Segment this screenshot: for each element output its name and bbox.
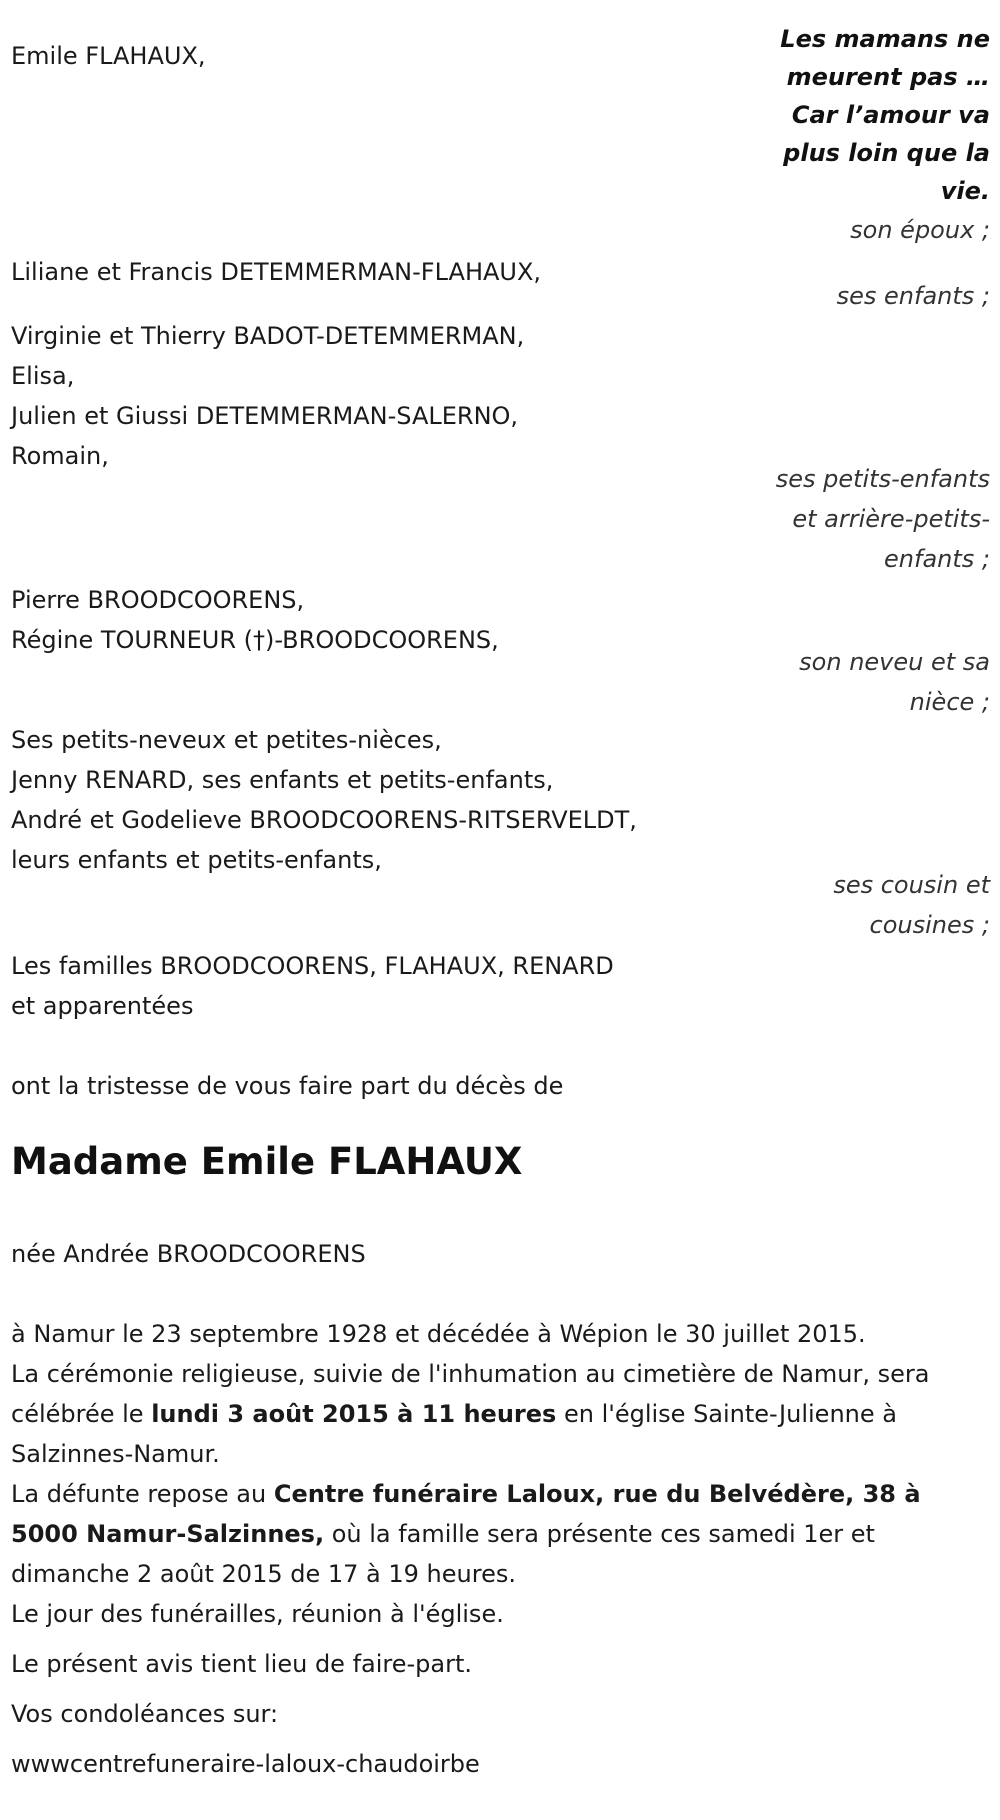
cousins-role: ses cousin et bbox=[833, 871, 990, 899]
grandchildren-role: et arrière-petits- bbox=[792, 505, 990, 533]
grandchild-line: Julien et Giussi DETEMMERMAN-SALERNO, bbox=[11, 402, 519, 430]
nephew-niece-role: son neveu et sa bbox=[799, 648, 990, 676]
families-line: Les familles BROODCOORENS, FLAHAUX, RENARD bbox=[11, 952, 614, 980]
cousin-line: Jenny RENARD, ses enfants et petits-enfants, bbox=[11, 766, 554, 794]
cousin-line: leurs enfants et petits-enfants, bbox=[11, 846, 382, 874]
nephew-niece-role: nièce ; bbox=[909, 688, 990, 716]
notice-note: Le présent avis tient lieu de faire-part. bbox=[11, 1650, 473, 1678]
announcement: ont la tristesse de vous faire part du décès de bbox=[11, 1072, 564, 1100]
nephew-niece-line: Régine TOURNEUR (†)-BROODCOORENS, bbox=[11, 626, 499, 654]
condolences-label: Vos condoléances sur: bbox=[11, 1700, 279, 1728]
quote-line: plus loin que la bbox=[783, 139, 990, 167]
repose-text: où la famille sera présente ces samedi 1er et dimanche 2 août 2015 de 17 à 19 heures. bbox=[11, 1520, 875, 1588]
quote-line: vie. bbox=[940, 177, 990, 205]
grandchildren-role: ses petits-enfants bbox=[775, 465, 990, 493]
grandchild-line: Elisa, bbox=[11, 362, 75, 390]
cousin-line: André et Godelieve BROODCOORENS-RITSERVELDT, bbox=[11, 806, 637, 834]
ceremony-paragraph bbox=[11, 1354, 991, 1474]
families-line: et apparentées bbox=[11, 992, 194, 1020]
quote-line: Les mamans ne bbox=[780, 25, 990, 53]
repose-text: La défunte repose au bbox=[11, 1480, 274, 1508]
cousins-role: cousines ; bbox=[869, 911, 990, 939]
deceased-name: Madame Emile FLAHAUX bbox=[11, 1140, 523, 1183]
repose-location: Centre funéraire Laloux, rue du Belvédère, 38 à 5000 Namur-Salzinnes, bbox=[11, 1480, 921, 1548]
spouse-role: son époux ; bbox=[850, 216, 990, 244]
grandchild-line: Virginie et Thierry BADOT-DETEMMERMAN, bbox=[11, 322, 525, 350]
grandchildren-role: enfants ; bbox=[884, 545, 990, 573]
spouse-name: Emile FLAHAUX, bbox=[11, 42, 206, 70]
birth-death-dates: à Namur le 23 septembre 1928 et décédée à Wépion le 30 juillet 2015. bbox=[11, 1320, 866, 1348]
repose-paragraph bbox=[11, 1474, 991, 1594]
children-role: ses enfants ; bbox=[836, 282, 990, 310]
ceremony-text: La cérémonie religieuse, suivie de l'inhumation au cimetière de Namur, sera célébrée le bbox=[11, 1360, 930, 1428]
quote-line: meurent pas … bbox=[786, 63, 990, 91]
children-names: Liliane et Francis DETEMMERMAN-FLAHAUX, bbox=[11, 258, 542, 286]
grandchild-line: Romain, bbox=[11, 442, 109, 470]
ceremony-text: en l'église Sainte-Julienne à Salzinnes-Namur. bbox=[11, 1400, 897, 1468]
quote-line: Car l’amour va bbox=[791, 101, 990, 129]
website-link[interactable]: wwwcentrefuneraire-laloux-chaudoirbe bbox=[11, 1750, 480, 1778]
birth-name: née Andrée BROODCOORENS bbox=[11, 1240, 366, 1268]
cousin-line: Ses petits-neveux et petites-nièces, bbox=[11, 726, 442, 754]
nephew-niece-line: Pierre BROODCOORENS, bbox=[11, 586, 305, 614]
funeral-day-note: Le jour des funérailles, réunion à l'église. bbox=[11, 1600, 504, 1628]
ceremony-datetime: lundi 3 août 2015 à 11 heures bbox=[151, 1400, 557, 1428]
